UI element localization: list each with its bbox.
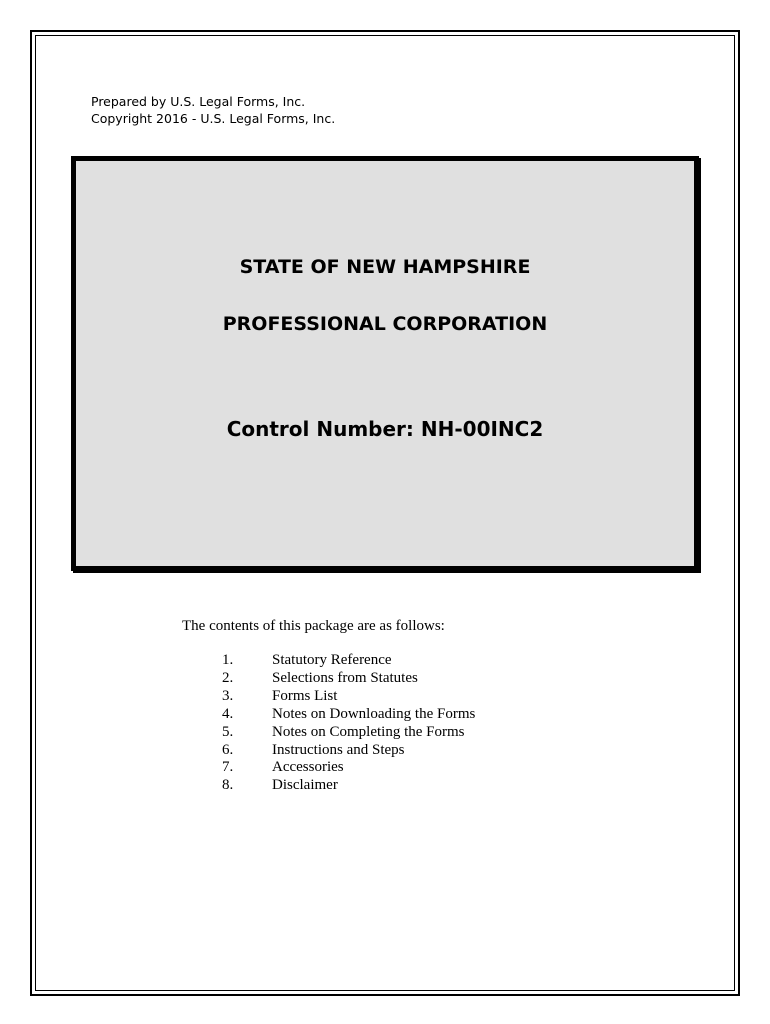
item-number: 3.	[222, 687, 234, 704]
document-type-title: PROFESSIONAL CORPORATION	[222, 313, 548, 335]
item-number: 8.	[222, 777, 234, 794]
item-number: 1.	[222, 652, 234, 668]
contents-intro: The contents of this package are as follows:	[182, 618, 445, 634]
title-box	[71, 156, 699, 571]
list-item	[222, 759, 475, 777]
prepared-by-text: Prepared by U.S. Legal Forms, Inc.	[91, 94, 306, 109]
item-label: Accessories	[272, 759, 344, 776]
item-number: 2.	[222, 669, 234, 686]
list-item	[222, 742, 475, 760]
item-label: Notes on Completing the Forms	[272, 723, 465, 740]
list-item	[222, 670, 475, 688]
item-label: Statutory Reference	[272, 652, 392, 668]
item-label: Instructions and Steps	[272, 741, 405, 758]
item-number: 4.	[222, 705, 234, 722]
preparer-notice	[91, 93, 335, 127]
item-number: 5.	[222, 723, 234, 740]
item-number: 7.	[222, 759, 234, 776]
copyright-text: Copyright 2016 - U.S. Legal Forms, Inc.	[91, 111, 336, 126]
state-title: STATE OF NEW HAMPSHIRE	[239, 256, 531, 278]
item-label: Notes on Downloading the Forms	[272, 705, 476, 722]
control-number: Control Number: NH-00INC2	[226, 417, 544, 441]
item-number: 6.	[222, 741, 234, 758]
item-label: Forms List	[272, 687, 338, 704]
list-item	[222, 777, 475, 795]
contents-list	[222, 652, 475, 795]
list-item	[222, 724, 475, 742]
item-label: Selections from Statutes	[272, 669, 418, 686]
item-label: Disclaimer	[272, 777, 338, 794]
list-item	[222, 706, 475, 724]
list-item	[222, 688, 475, 706]
list-item	[222, 652, 475, 670]
